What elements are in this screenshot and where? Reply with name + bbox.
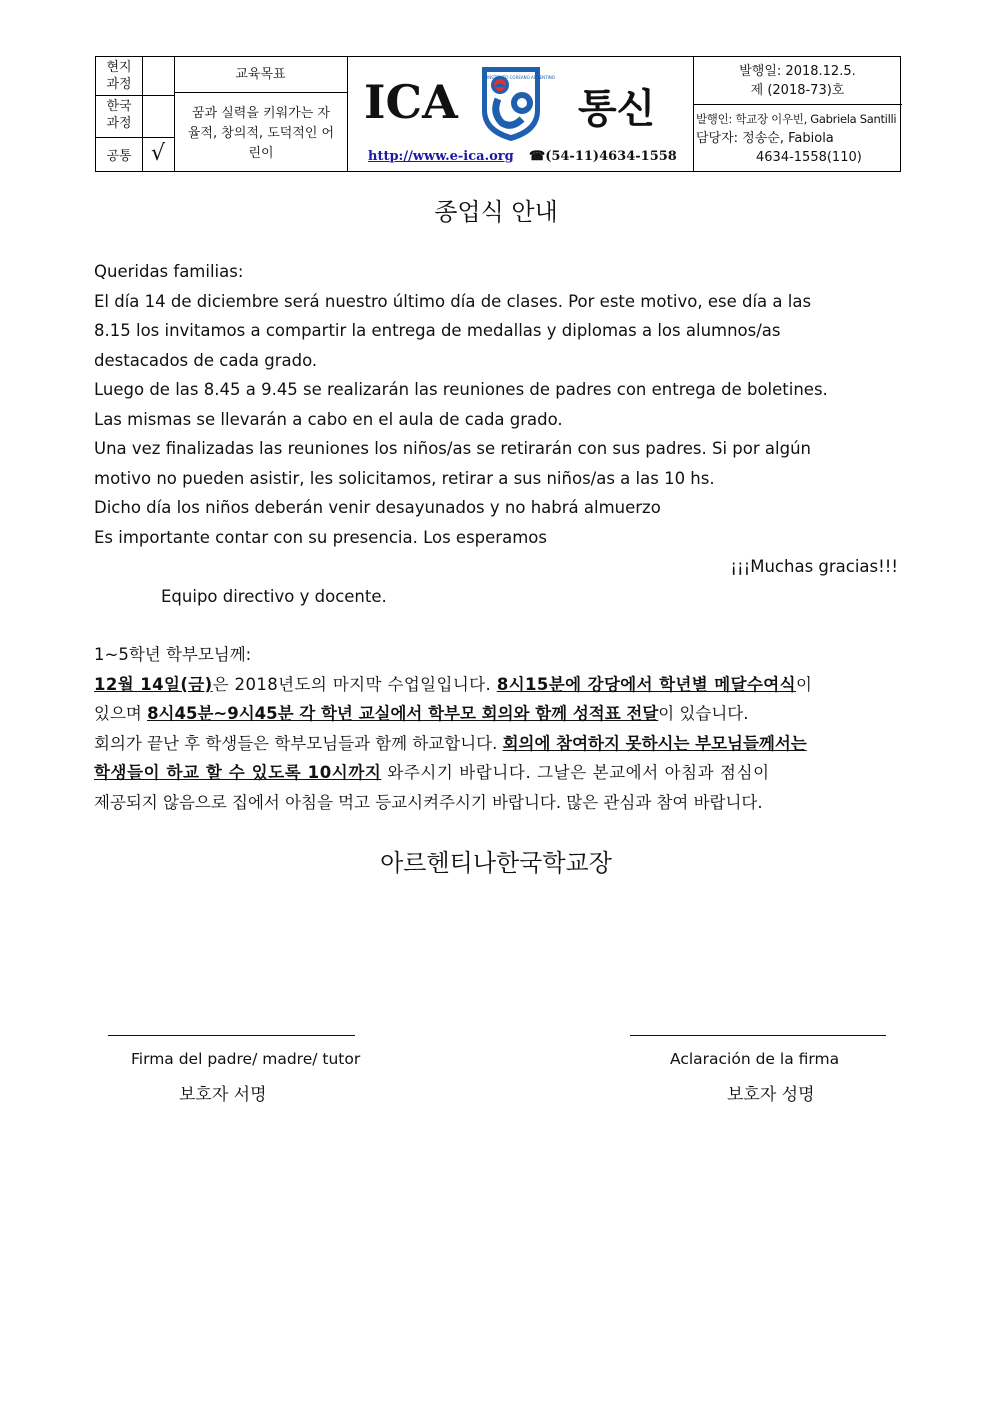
korean-salutation: 1~5학년 학부모님께: [94,645,252,664]
notice-line: motivo no pueden asistir, les solicitamos, retirar a sus niños/as a las 10 hs. [94,468,715,488]
signature-label-left: Firma del padre/ madre/ tutor [131,1050,361,1068]
korean-line-5: 제공되지 않음으로 집에서 아침을 먹고 등교시켜주시기 바랍니다. 많은 관심과 참여 바랍니다. [94,792,763,812]
goal-title: 교육목표 [235,67,286,82]
school-logo [476,63,555,143]
notice-line: Dicho día los niños deberán venir desayunados y no habrá almuerzo [94,498,661,517]
newsletter-title: 통신 [578,86,656,132]
contact-phone: 4634-1558(110) [756,150,862,165]
school-phone: ☎(54-11)4634-1558 [529,149,677,164]
signature-line-left [108,1035,355,1036]
school-website-link[interactable]: http://www.e-ica.org [368,149,514,164]
signature-label-right: Aclaración de la firma [670,1050,840,1068]
logo-text: INSTITUTO COREANO ARGENTINO [487,75,555,80]
signoff-team: Equipo directivo y docente. [161,586,387,606]
contact-person: 담당자: 정송순, Fabiola [696,131,834,146]
newsletter-header [95,56,901,172]
course-korean-label: 한국 과정 [106,99,132,131]
thanks-line: ¡¡¡Muchas gracias!!! [730,557,898,576]
notice-line: El día 14 de diciembre será nuestro último día de clases. Por este motivo, ese día a las [94,291,812,311]
notice-line: Luego de las 8.45 a 9.45 se realizarán las reuniones de padres con entrega de boletines. [94,380,828,399]
korean-notice [94,640,898,817]
signature-label-right-ko: 보호자 성명 [727,1085,815,1105]
brand-ica: ICA [364,75,458,129]
notice-line: destacados de cada grado. [94,350,318,370]
issue-date: 발행일: 2018.12.5. [739,64,856,79]
spanish-notice [94,257,898,611]
greeting: Queridas familias: [94,262,244,281]
course-local-label: 현지 과정 [106,60,132,92]
notice-line: 8.15 los invitamos a compartir la entrega de medallas y diplomas a los alumnos/as [94,321,781,340]
signature-label-left-ko: 보호자 서명 [179,1085,267,1105]
korean-line-2: 있으며 8시45분~9시45분 각 학년 교실에서 학부모 회의와 함께 성적표 전달이 있습니다. [94,704,749,723]
closing-signature: 아르헨티나한국학교장 [380,849,612,877]
goal-text: 꿈과 실력을 키워가는 자율적, 창의적, 도덕적인 어린이 [187,106,335,161]
course-common-label: 공통 [106,149,132,164]
notice-line: Las mismas se llevarán a cabo en el aula de cada grado. [94,409,563,429]
notice-line: Una vez finalizadas las reuniones los niños/as se retirarán con sus padres. Si por algún [94,439,811,458]
korean-line-4: 학생들이 하교 할 수 있도록 10시까지 와주시기 바랍니다. 그날은 본교에서 아침과 점심이 [94,763,770,782]
publisher: 발행인: 학교장 이우빈, Gabriela Santilli [696,112,897,126]
korean-line-3: 회의가 끝난 후 학생들은 학부모님들과 함께 하교합니다. 회의에 참여하지 못하시는 부모님들께서는 [94,733,807,753]
notice-line: Es importante contar con su presencia. Los esperamos [94,527,547,547]
check-mark-icon: √ [150,141,166,166]
korean-line-1: 12월 14일(금)은 2018년도의 마지막 수업일입니다. 8시15분에 강당에서 학년별 메달수여식이 [94,674,813,694]
signature-line-right [630,1035,886,1036]
page-title: 종업식 안내 [434,198,558,226]
issue-number: 제 (2018-73)호 [750,83,845,98]
